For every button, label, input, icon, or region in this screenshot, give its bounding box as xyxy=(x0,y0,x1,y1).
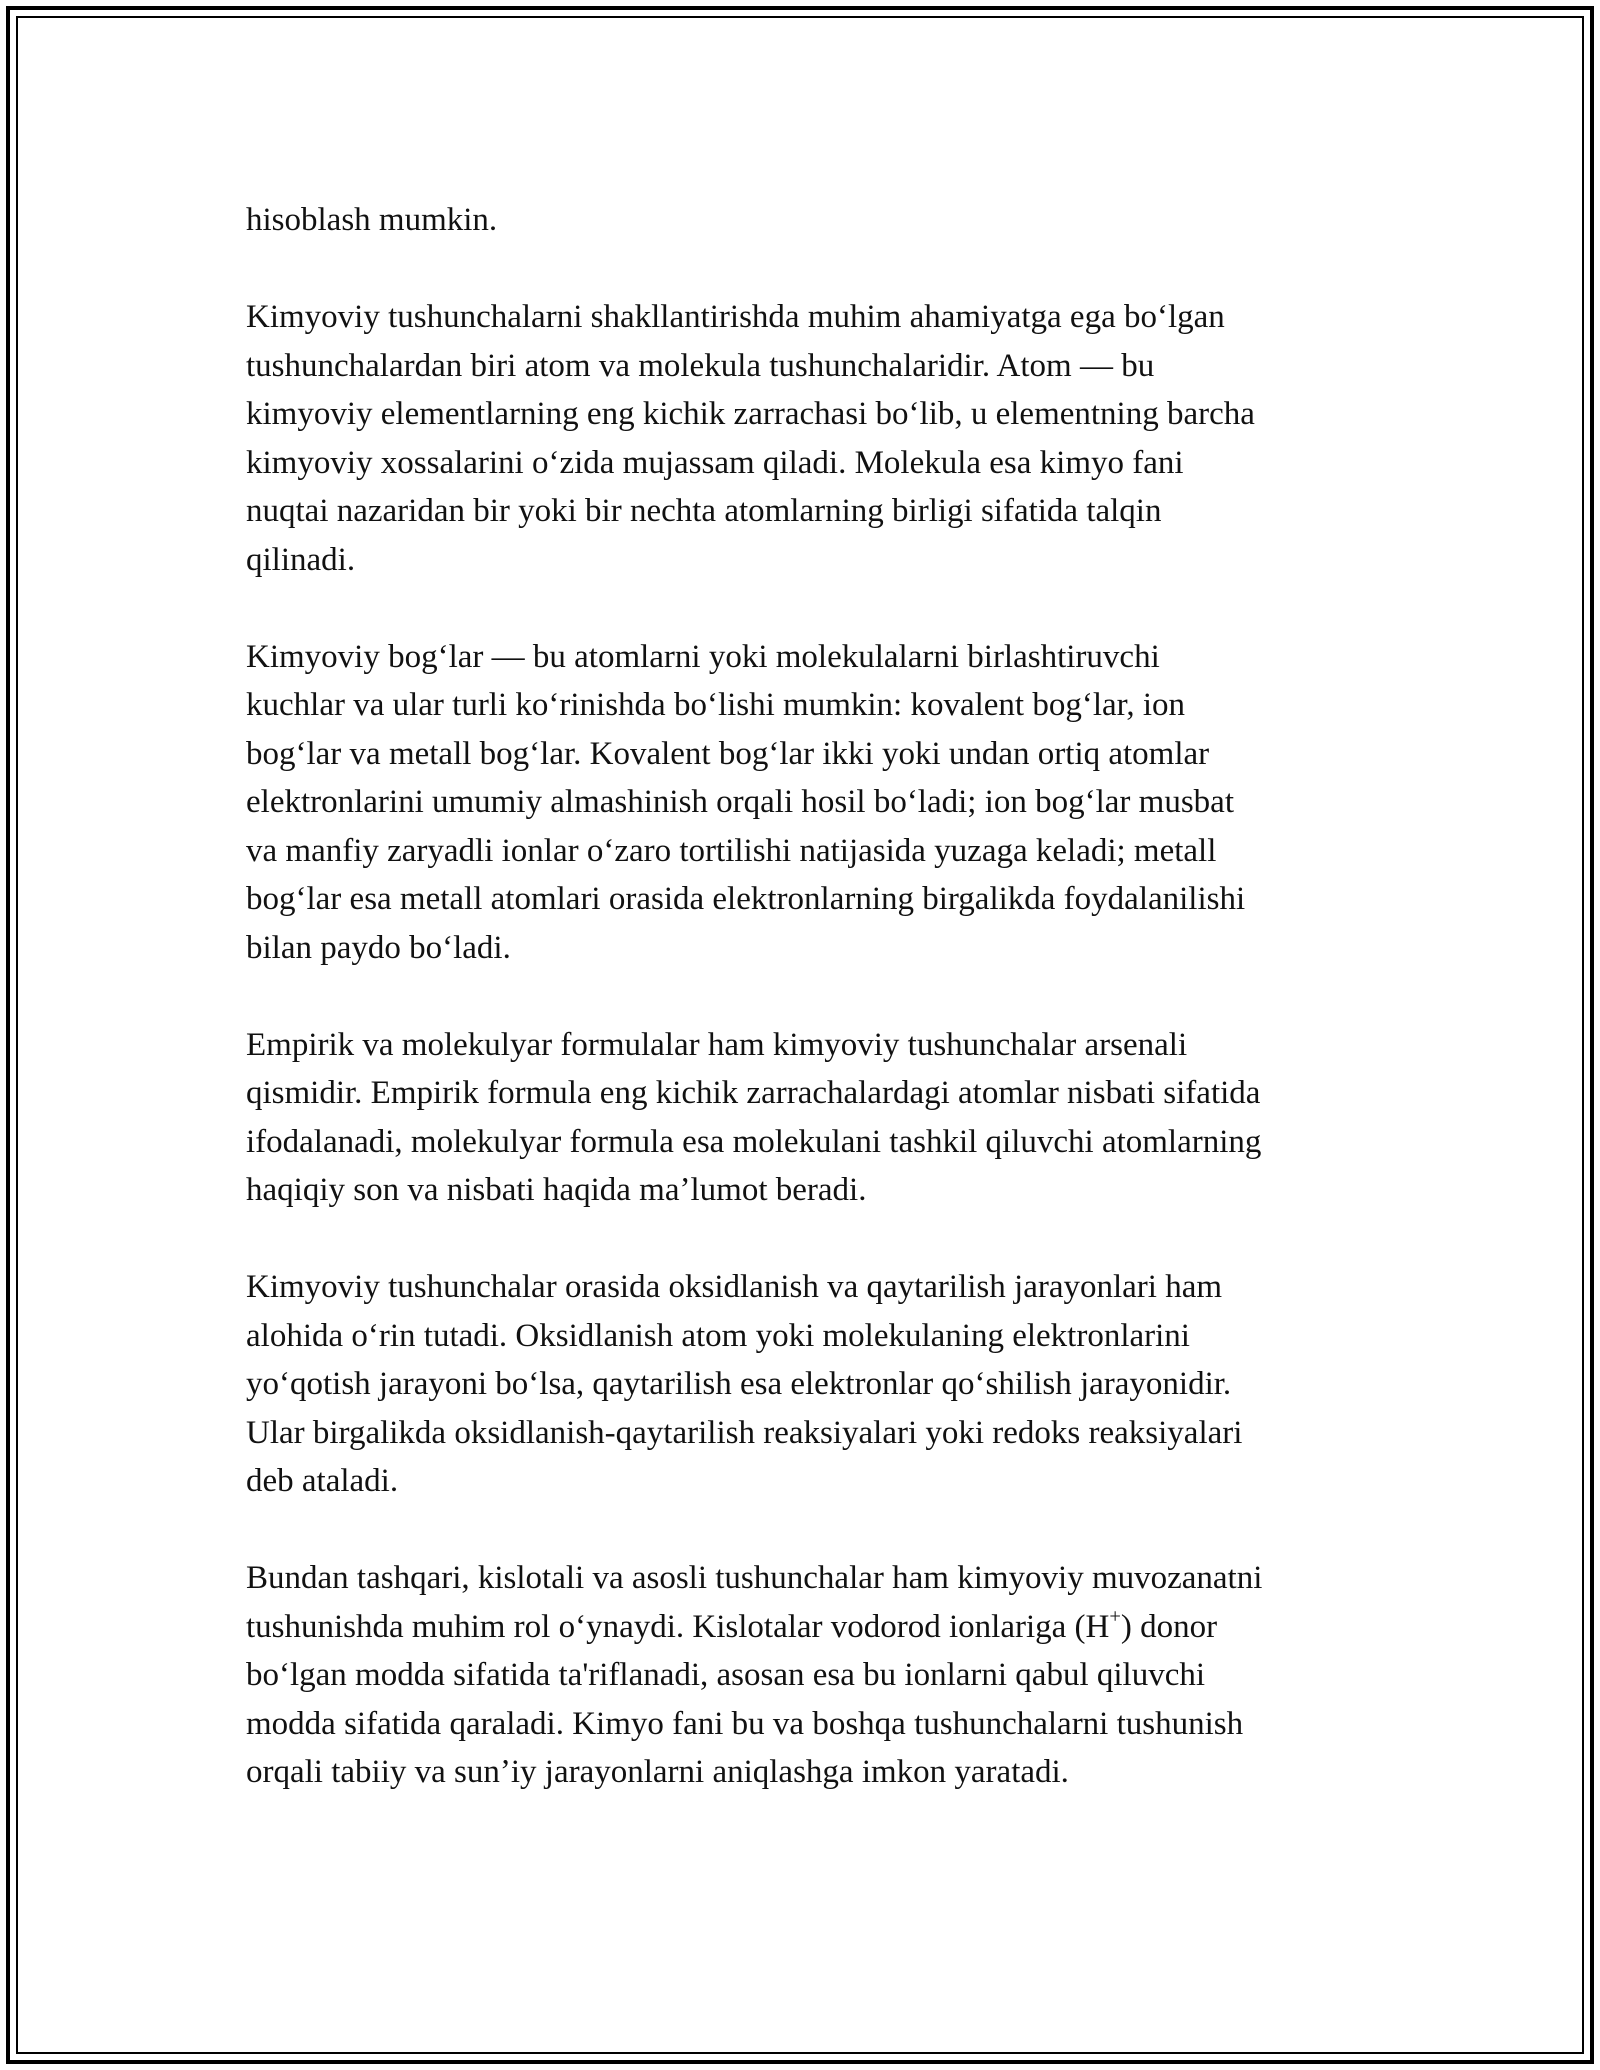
text-line: kimyoviy xossalarini oʻzida mujassam qiladi. Molekula esa kimyo fani xyxy=(246,444,1184,481)
paragraph-2 xyxy=(246,293,1386,584)
text-line: bilan paydo boʻladi. xyxy=(246,929,511,966)
text-line: yoʻqotish jarayoni boʻlsa, qaytarilish esa elektronlar qoʻshilish jarayonidir. xyxy=(246,1366,1232,1402)
text-segment: tushunishda muhim rol oʻynaydi. Kislotalar vodorod ionlariga (H xyxy=(246,1608,1110,1645)
paragraph-1 xyxy=(246,196,1386,245)
text-line: nuqtai nazaridan bir yoki bir nechta atomlarning birligi sifatida talqin xyxy=(246,493,1162,529)
paragraph-4 xyxy=(246,1021,1386,1215)
text-line: kuchlar va ular turli koʻrinishda boʻlishi mumkin: kovalent bogʻlar, ion xyxy=(246,687,1185,723)
text-line: haqiqiy son va nisbati haqida maʼlumot beradi. xyxy=(246,1172,867,1208)
text-line: Kimyoviy tushunchalarni shakllantirishda muhim ahamiyatga ega boʻlgan xyxy=(246,299,1225,335)
document-body xyxy=(246,196,1386,1845)
text-line: Kimyoviy tushunchalar orasida oksidlanish va qaytarilish jarayonlari ham xyxy=(246,1269,1223,1305)
text-line: va manfiy zaryadli ionlar oʻzaro tortilishi natijasida yuzaga keladi; metall xyxy=(246,832,1217,869)
text-line: tushunchalardan biri atom va molekula tushunchalaridir. Atom — bu xyxy=(246,347,1155,384)
text-line: qilinadi. xyxy=(246,541,356,578)
text-line: orqali tabiiy va sunʼiy jarayonlarni aniqlashga imkon yaratadi. xyxy=(246,1754,1069,1790)
paragraph-5 xyxy=(246,1263,1386,1506)
text-line: deb ataladi. xyxy=(246,1463,399,1499)
text-line: alohida oʻrin tutadi. Oksidlanish atom yoki molekulaning elektronlarini xyxy=(246,1317,1190,1354)
text-line: bogʻlar va metall bogʻlar. Kovalent bogʻlar ikki yoki undan ortiq atomlar xyxy=(246,735,1210,772)
text-line: Empirik va molekulyar formulalar ham kimyoviy tushunchalar arsenali xyxy=(246,1026,1188,1063)
paragraph-3 xyxy=(246,633,1386,973)
text-line: kimyoviy elementlarning eng kichik zarrachasi boʻlib, u elementning barcha xyxy=(246,396,1255,432)
text-segment: ) donor xyxy=(1120,1608,1218,1645)
page-frame xyxy=(6,6,1594,2064)
text-line-with-superscript xyxy=(246,1603,1386,1652)
text-line: boʻlgan modda sifatida ta'riflanadi, asosan esa bu ionlarni qabul qiluvchi xyxy=(246,1657,1206,1693)
text-line: bogʻlar esa metall atomlari orasida elektronlarning birgalikda foydalanilishi xyxy=(246,881,1246,917)
text-line: Kimyoviy bogʻlar — bu atomlarni yoki molekulalarni birlashtiruvchi xyxy=(246,638,1160,675)
text-line: Bundan tashqari, kislotali va asosli tushunchalar ham kimyoviy muvozanatni xyxy=(246,1560,1263,1596)
text-line: elektronlarini umumiy almashinish orqali hosil boʻladi; ion bogʻlar musbat xyxy=(246,784,1235,820)
text-line: hisoblash mumkin. xyxy=(246,202,498,238)
text-line: Ular birgalikda oksidlanish-qaytarilish reaksiyalari yoki redoks reaksiyalari xyxy=(246,1414,1243,1451)
text-line: ifodalanadi, molekulyar formula esa molekulani tashkil qiluvchi atomlarning xyxy=(246,1123,1262,1160)
text-line: modda sifatida qaraladi. Kimyo fani bu va boshqa tushunchalarni tushunish xyxy=(246,1705,1244,1742)
text-line: qismidir. Empirik formula eng kichik zarrachalardagi atomlar nisbati sifatida xyxy=(246,1075,1261,1111)
paragraph-6 xyxy=(246,1554,1386,1797)
superscript-plus: + xyxy=(1109,1605,1121,1628)
